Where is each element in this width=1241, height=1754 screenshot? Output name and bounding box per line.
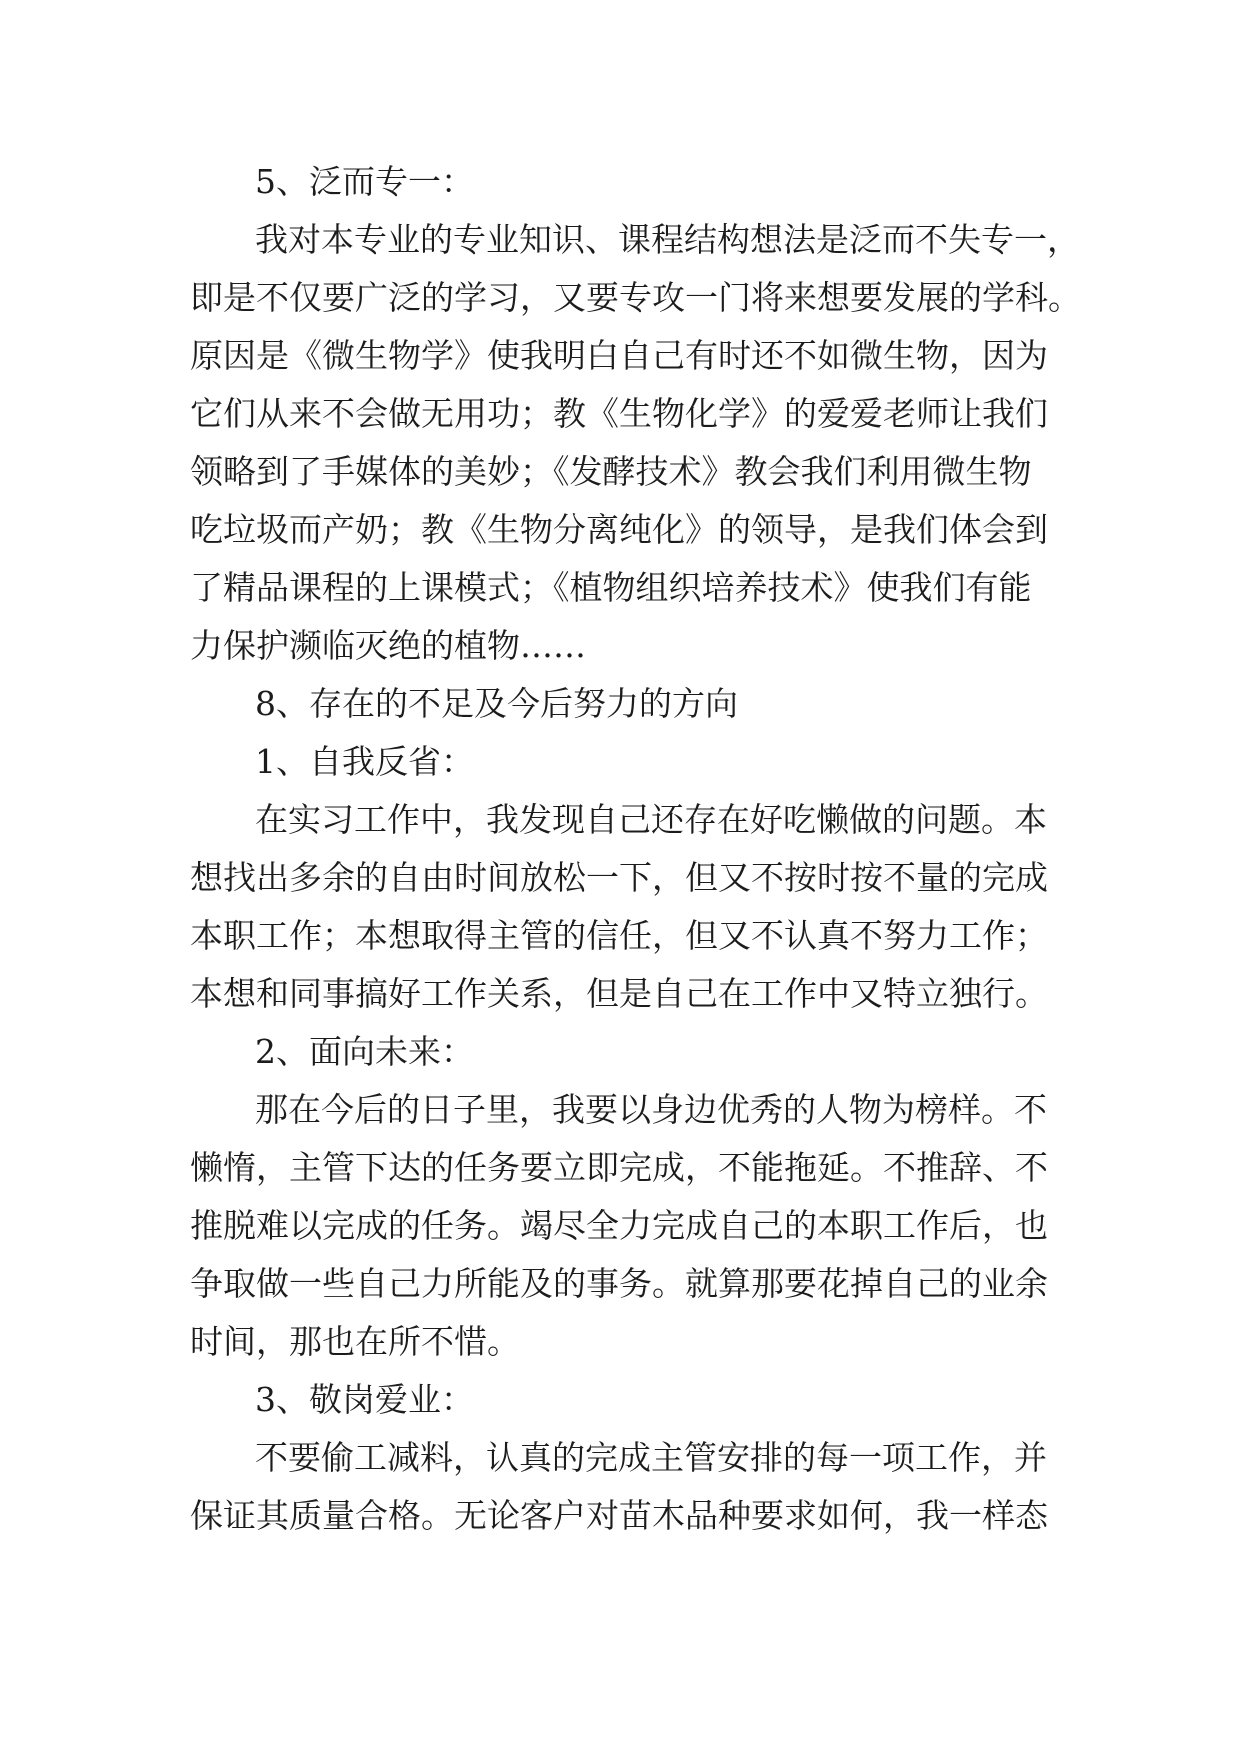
paragraph-line: 我对本专业的专业知识、课程结构想法是泛而不失专一， [255, 220, 1080, 259]
paragraph-line: 力保护濒临灭绝的植物…… [190, 626, 586, 665]
heading-shortcomings: 8、存在的不足及今后努力的方向 [255, 684, 738, 723]
paragraph-line: 争取做一些自己力所能及的事务。就算那要花掉自己的业余 [190, 1264, 1048, 1303]
paragraph-line: 保证其质量合格。无论客户对苗木品种要求如何，我一样态 [190, 1496, 1048, 1535]
heading-broad-yet-focused: 5、泛而专一： [255, 162, 474, 201]
paragraph-line: 本想和同事搞好工作关系，但是自己在工作中又特立独行。 [190, 974, 1048, 1013]
heading-self-reflection: 1、自我反省： [255, 742, 474, 781]
paragraph-line: 即是不仅要广泛的学习，又要专攻一门将来想要发展的学科。 [190, 278, 1081, 317]
paragraph-line: 它们从来不会做无用功；教《生物化学》的爱爱老师让我们 [190, 394, 1048, 433]
paragraph-line: 领略到了手媒体的美妙；《发酵技术》教会我们利用微生物 [190, 452, 1032, 491]
paragraph-line: 吃垃圾而产奶；教《生物分离纯化》的领导，是我们体会到 [190, 510, 1048, 549]
paragraph-line: 原因是《微生物学》使我明白自己有时还不如微生物，因为 [190, 336, 1048, 375]
paragraph-line: 那在今后的日子里，我要以身边优秀的人物为榜样。不 [255, 1090, 1047, 1129]
paragraph-line: 不要偷工减料，认真的完成主管安排的每一项工作，并 [255, 1438, 1047, 1477]
paragraph-line: 时间，那也在所不惜。 [190, 1322, 520, 1361]
paragraph-line: 懒惰，主管下达的任务要立即完成，不能拖延。不推辞、不 [190, 1148, 1048, 1187]
paragraph-line: 想找出多余的自由时间放松一下，但又不按时按不量的完成 [190, 858, 1048, 897]
paragraph-line: 本职工作；本想取得主管的信任，但又不认真不努力工作； [190, 916, 1048, 955]
paragraph-line: 在实习工作中，我发现自己还存在好吃懒做的问题。本 [255, 800, 1047, 839]
heading-dedication: 3、敬岗爱业： [255, 1380, 474, 1419]
paragraph-line: 了精品课程的上课模式；《植物组织培养技术》使我们有能 [190, 568, 1032, 607]
heading-face-future: 2、面向未来： [255, 1032, 474, 1071]
paragraph-line: 推脱难以完成的任务。竭尽全力完成自己的本职工作后，也 [190, 1206, 1048, 1245]
